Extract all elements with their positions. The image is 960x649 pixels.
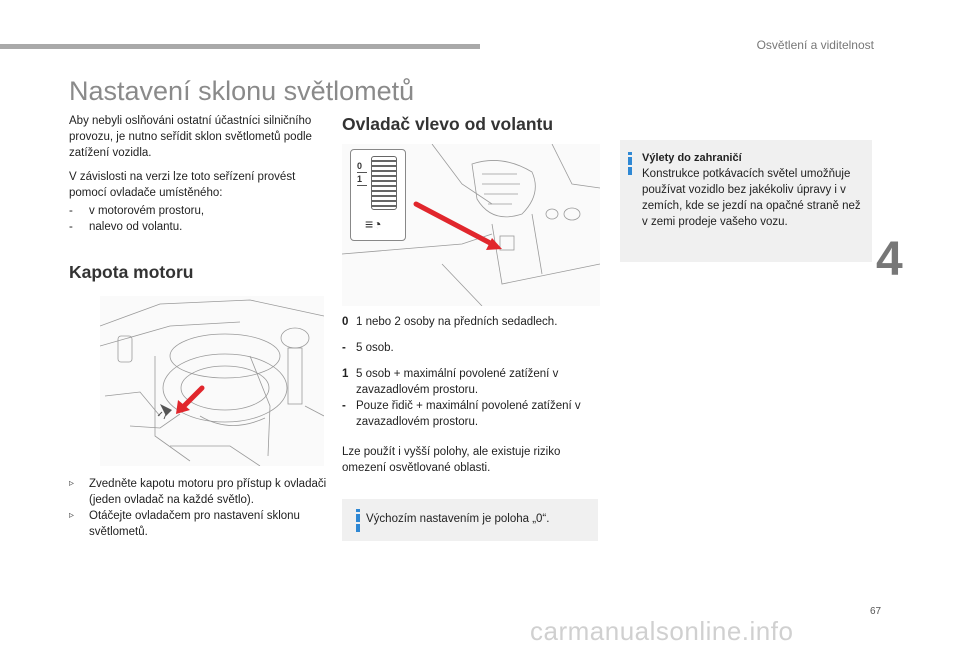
legend-row: - Pouze řidič + maximální povolené zatížení v zavazadlovém prostoru. xyxy=(342,400,581,428)
travel-info-text: Konstrukce potkávacích světel umožňuje používat vozidlo bez jakékoliv úpravy i v zemích, kde se jezdí na opačné straně než v zemi prodeje vašeho vozu. xyxy=(642,168,861,228)
headlight-adjuster-icon xyxy=(158,404,172,419)
engine-bay-illustration xyxy=(100,296,324,466)
intro-paragraph: V závislosti na verzi lze toto seřízení provést pomocí ovladače umístěného: xyxy=(69,171,296,199)
info-icon xyxy=(628,152,632,177)
control-heading-wrap xyxy=(342,116,553,132)
top-rule xyxy=(0,44,480,49)
steps-list xyxy=(69,476,327,540)
triangle-bullet-icon: ▹ xyxy=(69,510,75,521)
legend-row: 0 1 nebo 2 osoby na předních sedadlech. xyxy=(342,316,558,328)
triangle-bullet-icon: ▹ xyxy=(69,478,75,489)
hood-steps xyxy=(69,476,327,540)
page-number: 67 xyxy=(870,606,882,617)
position-legend xyxy=(342,314,600,476)
travel-info-box xyxy=(620,140,872,262)
engine-bay-drawing xyxy=(100,296,324,466)
location-list xyxy=(69,203,331,235)
legend-row: - 5 osob. xyxy=(342,342,394,354)
control-arrow-layer xyxy=(342,144,600,306)
legend-row: 1 5 osob + maximální povolené zatížení v zavazadlovém prostoru. xyxy=(342,368,559,396)
page-title: Nastavení sklonu světlometů xyxy=(69,76,415,106)
default-info-text: Výchozím nastavením je poloha „0“. xyxy=(366,513,550,525)
red-pointer-arrow xyxy=(176,388,202,414)
switch-position-label: 0 xyxy=(357,160,367,173)
intro-paragraph: Aby nebyli oslňováni ostatní účastníci silničního provozu, je nutno seřídit sklon světlometů podle zatížení vozidla. xyxy=(69,115,312,159)
chapter-number: 4 xyxy=(876,233,903,286)
hood-heading: Kapota motoru xyxy=(69,262,194,282)
range-note: Lze použít i vyšší polohy, ale existuje riziko omezení osvětlované oblasti. xyxy=(342,446,561,474)
list-item: - v motorovém prostoru, xyxy=(69,203,331,219)
list-item: ▹ Otáčejte ovladačem pro nastavení sklonu světlometů. xyxy=(69,510,300,538)
travel-info-title: Výlety do zahraničí xyxy=(642,152,742,164)
list-item: - nalevo od volantu. xyxy=(69,219,331,235)
watermark: carmanualsonline.info xyxy=(530,616,794,646)
hood-heading-wrap xyxy=(69,264,193,280)
chapter-title: Osvětlení a viditelnost xyxy=(756,38,874,52)
list-item: ▹ Zvedněte kapotu motoru pro přístup k ovladači (jeden ovladač na každé světlo). xyxy=(69,478,327,506)
control-heading: Ovladač vlevo od volantu xyxy=(342,114,554,134)
red-pointer-arrow xyxy=(416,204,502,250)
default-info-box xyxy=(342,499,598,541)
headlight-beam-icon: ≡◔ xyxy=(365,216,382,232)
info-icon xyxy=(356,509,360,534)
dashboard-illustration xyxy=(342,144,600,306)
intro-section xyxy=(69,113,331,235)
switch-position-label: 1 xyxy=(357,173,367,186)
travel-info-content xyxy=(642,150,866,230)
